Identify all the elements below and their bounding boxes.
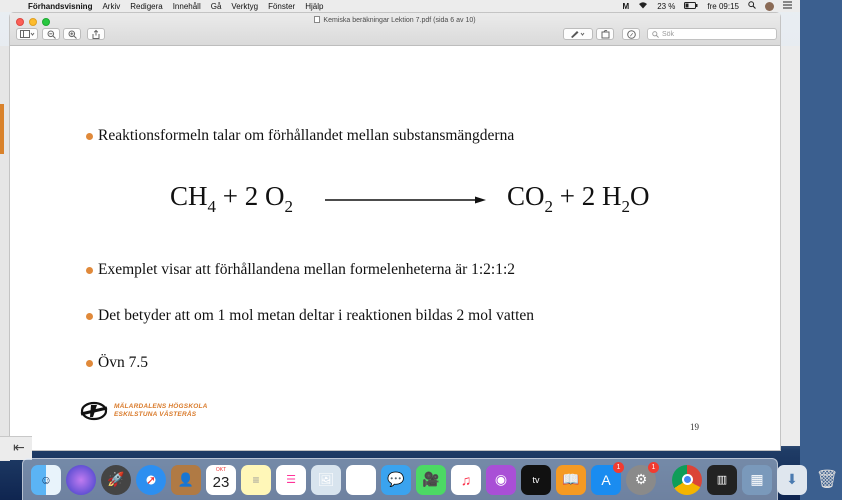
collapse-sidebar-button[interactable]: [0, 436, 32, 460]
downloads-folder-icon[interactable]: ⬇: [777, 465, 807, 495]
bullet-text: Övn 7.5: [98, 354, 148, 371]
preview-window: [10, 13, 780, 450]
launchpad-rocket-icon[interactable]: 🚀: [101, 465, 131, 495]
pdf-document-icon: [314, 16, 320, 23]
background-window-right: [780, 46, 800, 446]
notification-badge: 1: [648, 462, 659, 473]
search-input[interactable]: [647, 28, 777, 40]
logo-line-1: MÄLARDALENS HÖGSKOLA: [114, 403, 208, 410]
sidebar-toggle-button[interactable]: [16, 28, 38, 40]
menu-innehall[interactable]: Innehåll: [172, 1, 201, 11]
equation-products: $CO_2 + 2$ $H_2O$: [507, 181, 650, 216]
zoom-out-button[interactable]: [42, 28, 60, 40]
chemical-equation: [170, 181, 650, 217]
menu-arkiv[interactable]: Arkiv: [102, 1, 121, 11]
bullet-text: Exemplet visar att förhållandena mellan formelenheterna är 1:2:1:2: [98, 261, 516, 278]
bullet-dot: [86, 267, 93, 274]
arrow-left-bar-icon: ⇤: [13, 439, 25, 455]
menu-app-name[interactable]: Förhandsvisning: [28, 1, 93, 11]
reaction-arrow-icon: [325, 195, 487, 205]
bullet-item: [86, 261, 515, 279]
menubar-clock[interactable]: fre 09:15: [707, 1, 739, 11]
menu-fonster[interactable]: Fönster: [268, 1, 296, 11]
window-titlebar: [10, 13, 780, 46]
menubar: [0, 0, 800, 12]
system-preferences-gear-icon[interactable]: ⚙ 1: [626, 465, 656, 495]
notification-badge: 1: [613, 462, 624, 473]
zoom-in-button[interactable]: [63, 28, 81, 40]
calendar-month: OKT: [215, 466, 227, 473]
markup-toolbar-button[interactable]: [622, 28, 640, 40]
music-icon[interactable]: ♫: [451, 465, 481, 495]
bullet-text: Det betyder att om 1 mol metan deltar i reaktionen bildas 2 mol vatten: [98, 307, 535, 324]
notes-icon[interactable]: ≡: [241, 465, 271, 495]
share-button[interactable]: [87, 28, 105, 40]
siri-icon[interactable]: [66, 465, 96, 495]
podcasts-icon[interactable]: ◉: [486, 465, 516, 495]
app-store-icon[interactable]: A 1: [591, 465, 621, 495]
markup-pen-button[interactable]: [563, 28, 593, 40]
finder-icon[interactable]: ☺: [31, 465, 61, 495]
trash-icon[interactable]: 🗑: [815, 469, 839, 489]
bullet-item: [86, 354, 148, 372]
preview-icon[interactable]: 🖼: [311, 465, 341, 495]
wifi-icon[interactable]: [638, 1, 648, 11]
bullet-item: [86, 127, 514, 145]
calendar-icon[interactable]: [206, 465, 236, 495]
background-window-left: [0, 46, 10, 461]
user-avatar-icon[interactable]: [765, 2, 774, 11]
piano-keyboard-icon[interactable]: ▥: [707, 465, 737, 495]
document-title: Kemiska beräkningar Lektion 7.pdf (sida 6 av 10): [10, 16, 780, 24]
university-emblem-icon: [80, 402, 108, 420]
search-icon: [652, 31, 659, 38]
messages-icon[interactable]: 💬: [381, 465, 411, 495]
books-icon[interactable]: 📖: [556, 465, 586, 495]
battery-icon[interactable]: [684, 2, 698, 11]
facetime-icon[interactable]: 🎥: [416, 465, 446, 495]
menu-ga[interactable]: Gå: [210, 1, 222, 11]
page-number: 19: [690, 422, 699, 432]
pdf-page: [10, 47, 780, 450]
calendar-day: 23: [212, 474, 230, 491]
safari-compass-icon[interactable]: ➚: [136, 465, 166, 495]
menu-verktyg[interactable]: Verktyg: [231, 1, 259, 11]
reminders-icon[interactable]: ☰: [276, 465, 306, 495]
notification-center-icon[interactable]: [783, 1, 792, 11]
photos-icon[interactable]: ✿: [346, 465, 376, 495]
battery-percentage[interactable]: 23 %: [657, 1, 676, 11]
rotate-button[interactable]: [596, 28, 614, 40]
search-placeholder: Sök: [662, 30, 675, 38]
dock: [22, 458, 839, 500]
logo-line-2: ESKILSTUNA VÄSTERÅS: [114, 411, 197, 418]
malwarebytes-icon[interactable]: M: [622, 1, 630, 11]
bullet-dot: [86, 360, 93, 367]
apple-tv-icon[interactable]: tv: [521, 465, 551, 495]
bullet-item: [86, 307, 534, 325]
menu-redigera[interactable]: Redigera: [130, 1, 163, 11]
spotlight-search-icon[interactable]: [748, 1, 756, 11]
bullet-dot: [86, 313, 93, 320]
equation-reactants: $CH_4 + 2$ $O_2$: [170, 181, 293, 216]
bullet-dot: [86, 133, 93, 140]
image-capture-icon[interactable]: ▦: [742, 465, 772, 495]
chrome-icon[interactable]: [672, 465, 702, 495]
menu-hjalp[interactable]: Hjälp: [305, 1, 324, 11]
university-logo: [80, 402, 208, 420]
bullet-text: Reaktionsformeln talar om förhållandet mellan substansmängderna: [98, 127, 515, 144]
contacts-icon[interactable]: 👤: [171, 465, 201, 495]
